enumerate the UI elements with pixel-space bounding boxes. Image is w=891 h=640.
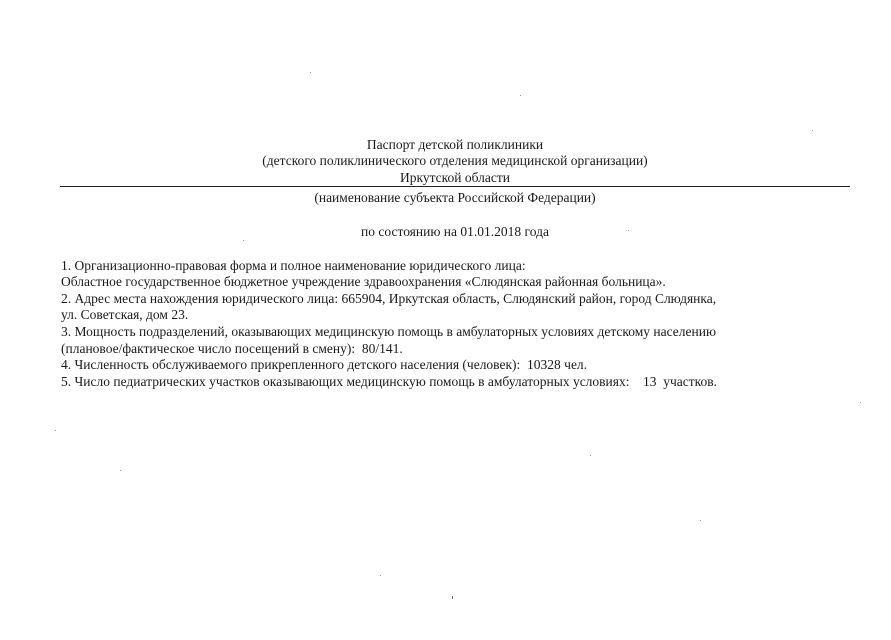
item-3-capacity-value: (плановое/фактическое число посещений в смену): 80/141. (61, 341, 403, 356)
item-3-capacity: 3. Мощность подразделений, оказывающих медицинскую помощь в амбулаторных условиях детскому населению (61, 324, 717, 339)
document-subtitle: (детского поликлинического отделения медицинской организации) (262, 153, 648, 168)
item-5-pediatric-districts: 5. Число педиатрических участков оказывающих медицинскую помощь в амбулаторных условиях: 13 участков. (61, 374, 718, 389)
region-underline (60, 186, 850, 187)
scan-speck (590, 455, 591, 456)
scan-speck (120, 470, 121, 471)
document-title: Паспорт детской поликлиники (366, 137, 544, 152)
scan-speck (860, 402, 861, 403)
region-name: Иркутской области (399, 170, 511, 185)
as-of-date: по состоянию на 01.01.2018 года (361, 224, 549, 239)
region-caption: (наименование субъекта Российской Федерации) (314, 190, 596, 205)
item-1-heading: 1. Организационно-правовая форма и полное наименование юридического лица: (61, 258, 526, 273)
item-2-address: 2. Адрес места нахождения юридического лица: 665904, Иркутская область, Слюдянский район, город Слюдянка, (61, 291, 717, 306)
scan-speck (55, 430, 56, 431)
scan-speck (380, 575, 381, 576)
item-4-population: 4. Численность обслуживаемого прикрепленного детского населения (человек): 10328 чел. (61, 357, 588, 372)
scan-speck (310, 72, 311, 73)
item-1-organization-name: Областное государственное бюджетное учреждение здравоохранения «Слюдянская районная больница». (61, 274, 666, 289)
scan-speck (812, 130, 813, 131)
scan-speck (520, 95, 521, 96)
scan-speck (243, 240, 244, 241)
scan-speck (628, 230, 629, 231)
scan-speck (700, 520, 701, 521)
scan-speck (452, 596, 453, 599)
item-2-address-continued: ул. Советская, дом 23. (61, 307, 189, 322)
